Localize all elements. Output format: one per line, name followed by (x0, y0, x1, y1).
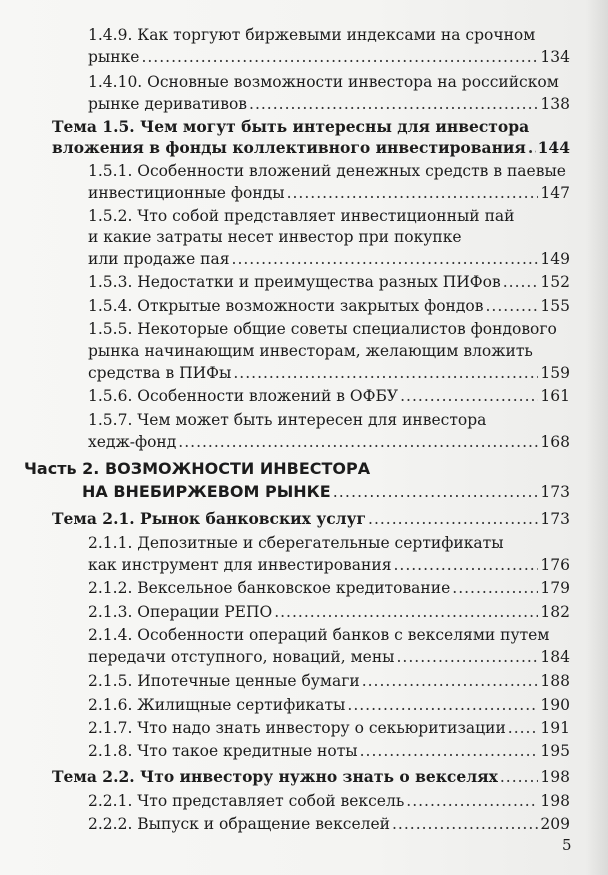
toc-page-number: 155 (540, 297, 570, 315)
toc-page-number: 168 (540, 433, 570, 451)
toc-entry-text: 2.1.3. Операции РЕПО (88, 603, 273, 621)
leader-dots (528, 137, 536, 159)
toc-entry-1-5-7[interactable] (88, 409, 570, 431)
toc-entry-text: передачи отступного, новаций, мены (88, 648, 395, 666)
toc-page-number: 190 (540, 696, 570, 714)
toc-page-number: 209 (540, 815, 570, 833)
toc-entry-text: рынка начинающим инвесторам, желающим вложить (88, 342, 533, 360)
toc-entry-text: вложения в фонды коллективного инвестирования (52, 138, 526, 157)
toc-page-number: 176 (540, 556, 570, 574)
toc-entry-text: инвестиционные фонды (88, 184, 285, 202)
leader-dots (347, 694, 538, 716)
toc-entry-text: Часть 2. ВОЗМОЖНОСТИ ИНВЕСТОРА (24, 459, 371, 478)
toc-page-number: 182 (540, 603, 570, 621)
leader-dots (333, 481, 539, 503)
toc-entry-1-5-5-cont2[interactable] (88, 362, 570, 384)
toc-entry-text: 2.1.5. Ипотечные ценные бумаги (88, 672, 360, 690)
leader-dots (406, 790, 538, 812)
toc-entry-text: 1.5.4. Открытые возможности закрытых фондов (88, 297, 484, 315)
toc-entry-text: 2.2.2. Выпуск и обращение векселей (88, 815, 390, 833)
leader-dots (368, 508, 538, 530)
leader-dots (508, 717, 539, 739)
toc-entry-text: 2.1.2. Вексельное банковское кредитование (88, 579, 451, 597)
leader-dots (287, 182, 539, 204)
toc-entry-text: 2.1.7. Что надо знать инвестору о секьюритизации (88, 719, 506, 737)
toc-page-number: 149 (540, 250, 570, 268)
toc-entry-2-1-3[interactable] (88, 601, 570, 623)
toc-entry-1-5-2-cont[interactable] (88, 226, 570, 248)
leader-dots (141, 46, 538, 68)
toc-entry-1-5-3[interactable] (88, 271, 570, 293)
leader-dots (362, 670, 539, 692)
toc-part-2-cont[interactable] (82, 481, 570, 503)
toc-entry-1-5-2-cont2[interactable] (88, 248, 570, 270)
toc-entry-2-2-2[interactable] (88, 813, 570, 835)
toc-entry-text: 1.5.3. Недостатки и преимущества разных ПИФов (88, 273, 501, 291)
toc-entry-2-1-6[interactable] (88, 694, 570, 716)
toc-entry-1-4-9[interactable] (88, 24, 570, 46)
toc-entry-1-4-10[interactable] (88, 71, 570, 93)
toc-entry-1-5-1-cont[interactable] (88, 182, 570, 204)
leader-dots (486, 295, 539, 317)
toc-part-2[interactable] (24, 458, 570, 480)
toc-topic-2-1[interactable] (52, 508, 570, 530)
leader-dots (249, 93, 538, 115)
toc-entry-text: 2.1.4. Особенности операций банков с векселями путем (88, 626, 550, 644)
toc-entry-text: средства в ПИФы (88, 364, 232, 382)
toc-topic-1-5[interactable] (52, 116, 570, 138)
leader-dots (274, 601, 538, 623)
leader-dots (360, 740, 539, 762)
toc-entry-2-1-5[interactable] (88, 670, 570, 692)
toc-page-number: 138 (540, 95, 570, 113)
toc-entry-text: как инструмент для инвестирования (88, 556, 392, 574)
toc-entry-1-5-5-cont[interactable] (88, 340, 570, 362)
leader-dots (233, 362, 538, 384)
leader-dots (500, 766, 539, 788)
toc-page-number: 144 (537, 138, 570, 157)
toc-entry-text: 1.5.1. Особенности вложений денежных средств в паевые (88, 162, 566, 180)
toc-entry-text: 1.5.5. Некоторые общие советы специалистов фондового (88, 320, 557, 338)
toc-entry-text: 2.1.8. Что такое кредитные ноты (88, 742, 358, 760)
toc-entry-1-5-4[interactable] (88, 295, 570, 317)
leader-dots (393, 554, 538, 576)
toc-page-number: 188 (540, 672, 570, 690)
toc-page-number: 147 (540, 184, 570, 202)
toc-entry-text: 2.1.6. Жилищные сертификаты (88, 696, 346, 714)
toc-entry-text: 1.4.10. Основные возможности инвестора на российском (88, 73, 559, 91)
toc-page-number: 191 (540, 719, 570, 737)
toc-page-number: 152 (540, 273, 570, 291)
toc-entry-text: 1.5.7. Чем может быть интересен для инвестора (88, 411, 487, 429)
toc-page-number: 184 (540, 648, 570, 666)
toc-entry-1-5-7-cont[interactable] (88, 431, 570, 453)
leader-dots (392, 813, 538, 835)
toc-entry-2-1-1-cont[interactable] (88, 554, 570, 576)
toc-page-number: 134 (540, 48, 570, 66)
toc-entry-2-1-8[interactable] (88, 740, 570, 762)
toc-entry-1-5-1[interactable] (88, 160, 570, 182)
toc-topic-2-2[interactable] (52, 766, 570, 788)
toc-entry-2-2-1[interactable] (88, 790, 570, 812)
leader-dots (396, 646, 538, 668)
toc-topic-1-5-cont[interactable] (52, 137, 570, 159)
toc-entry-text: Тема 1.5. Чем могут быть интересны для инвестора (52, 117, 530, 136)
toc-entry-text: Тема 2.1. Рынок банковских услуг (52, 509, 367, 528)
toc-entry-text: 1.5.2. Что собой представляет инвестиционный пай (88, 207, 515, 225)
leader-dots (232, 248, 539, 270)
toc-entry-text: рынке деривативов (88, 95, 248, 113)
toc-entry-1-5-5[interactable] (88, 318, 570, 340)
leader-dots (400, 385, 538, 407)
leader-dots (452, 577, 538, 599)
leader-dots (503, 271, 539, 293)
toc-entry-2-1-4-cont[interactable] (88, 646, 570, 668)
toc-page-number: 161 (540, 387, 570, 405)
toc-page-number: 179 (540, 579, 570, 597)
toc-entry-2-1-1[interactable] (88, 532, 570, 554)
page-edge-shadow (586, 0, 608, 875)
toc-entry-text: 1.4.9. Как торгуют биржевыми индексами на срочном (88, 26, 536, 44)
toc-entry-2-1-2[interactable] (88, 577, 570, 599)
toc-page-number: 159 (540, 364, 570, 382)
toc-entry-text: или продаже пая (88, 250, 230, 268)
toc-entry-text: 1.5.6. Особенности вложений в ОФБУ (88, 387, 399, 405)
toc-entry-text: рынке (88, 48, 140, 66)
toc-entry-1-4-9-cont[interactable] (88, 46, 570, 68)
toc-entry-text: хедж-фонд (88, 433, 177, 451)
toc-page-number: 198 (540, 792, 570, 810)
toc-entry-2-1-4[interactable] (88, 624, 570, 646)
toc-entry-text: 2.1.1. Депозитные и сберегательные сертификаты (88, 534, 504, 552)
toc-page-number: 195 (540, 742, 570, 760)
toc-entry-2-1-7[interactable] (88, 717, 570, 739)
toc-entry-1-5-6[interactable] (88, 385, 570, 407)
toc-entry-text: НА ВНЕБИРЖЕВОМ РЫНКЕ (82, 482, 331, 501)
toc-entry-1-5-2[interactable] (88, 205, 570, 227)
leader-dots (178, 431, 538, 453)
toc-entry-text: 2.2.1. Что представляет собой вексель (88, 792, 405, 810)
toc-entry-text: Тема 2.2. Что инвестору нужно знать о векселях (52, 767, 498, 786)
toc-page-number: 173 (540, 483, 570, 501)
page-number: 5 (562, 836, 572, 854)
toc-entry-text: и какие затраты несет инвестор при покупке (88, 228, 462, 246)
toc-entry-1-4-10-cont[interactable] (88, 93, 570, 115)
toc-page-number: 198 (540, 768, 570, 786)
toc-page-number: 173 (540, 510, 570, 528)
